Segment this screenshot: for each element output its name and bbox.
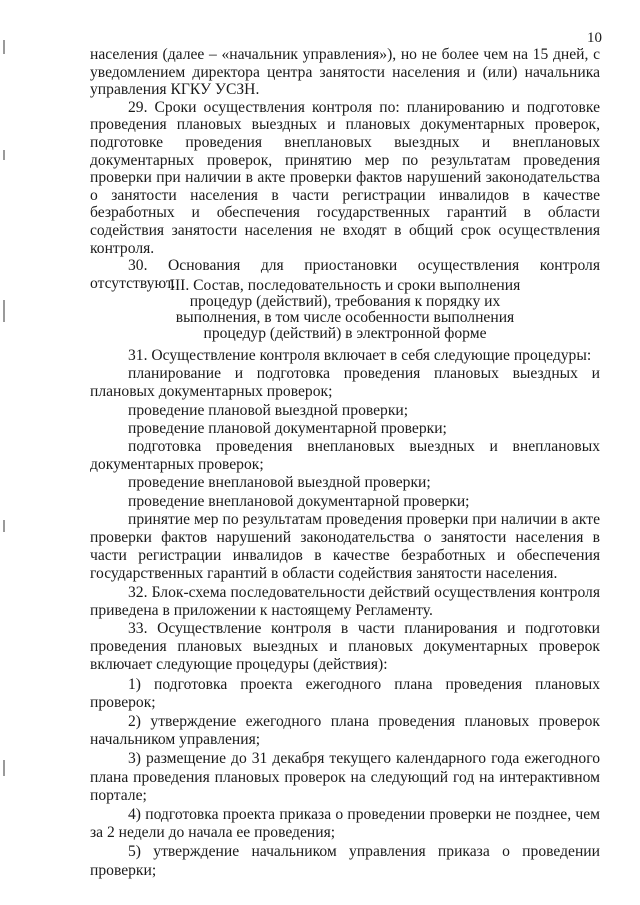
procedure-item: проведение внеплановой выездной проверки;	[128, 474, 431, 492]
procedures-section	[90, 347, 600, 880]
section-heading	[130, 278, 560, 342]
procedure-item: проведение внеплановой документарной проверки;	[128, 492, 470, 510]
heading-line: процедур (действий) в электронной форме	[203, 325, 487, 342]
scan-margin-mark	[3, 300, 5, 322]
numbered-step: 2) утверждение ежегодного плана проведения плановых проверок начальником управления;	[90, 713, 600, 749]
paragraph-31: 31. Осуществление контроля включает в себя следующие процедуры:	[128, 347, 592, 364]
scan-margin-mark	[3, 40, 5, 54]
numbered-step: 4) подготовка проекта приказа о проведении проверки не позднее, чем за 2 недели до начала ее проведения;	[90, 806, 600, 842]
paragraph-30: 30. Основания для приостановки осуществления контроля отсутствуют.	[90, 257, 600, 292]
paragraph-continuation: населения (далее – «начальник управления»), но не более чем на 15 дней, с уведомлением директора центра занятости населения и (или) начальника управления КГКУ УСЗН.	[90, 46, 600, 99]
procedure-item: принятие мер по результатам проведения проверки при наличии в акте проверки фактов нарушений законодательства о занятости населения в части регистрации инвалидов в качестве безработных и обеспечения государственных гарантий в области содействия занятости населения.	[90, 510, 600, 583]
page-number: 10	[587, 30, 602, 46]
scan-margin-mark	[3, 520, 5, 532]
paragraph-32: 32. Блок-схема последовательности действий осуществления контроля приведена в приложении к настоящему Регламенту.	[90, 583, 600, 619]
procedure-item: подготовка проведения внеплановых выездных и внеплановых документарных проверок;	[90, 438, 600, 474]
paragraph-29: 29. Сроки осуществления контроля по: планированию и подготовке проведения плановых выездных и плановых документарных проверок, подготовке проведения внеплановых выездных и внеплановых документарных проверок, принятию мер по результатам проведения проверки при наличии в акте проверки фактов нарушений законодательства о занятости населения в части регистрации инвалидов в качестве безработных и обеспечения государственных гарантий в области содействия занятости населения не входят в общий срок осуществления контроля.	[90, 98, 600, 257]
numbered-step: 1) подготовка проекта ежегодного плана проведения плановых проверок;	[90, 675, 600, 711]
numbered-step: 5) утверждение начальником управления приказа о проведении проверки;	[90, 843, 600, 879]
heading-line: выполнения, в том числе особенности выполнения	[175, 309, 515, 326]
procedure-item: проведение плановой выездной проверки;	[128, 401, 409, 419]
heading-line: процедур (действий), требования к порядку их	[189, 293, 501, 310]
paragraph-33: 33. Осуществление контроля в части планирования и подготовки проведения плановых выездных и плановых документарных проверок включает следующие процедуры (действия):	[90, 620, 600, 674]
scan-margin-mark	[3, 150, 5, 160]
heading-line: III. Состав, последовательность и сроки выполнения	[169, 277, 521, 294]
body-text-top	[90, 46, 600, 292]
scan-margin-mark	[3, 760, 5, 776]
procedure-item: проведение плановой документарной проверки;	[128, 419, 447, 437]
numbered-step: 3) размещение до 31 декабря текущего календарного года ежегодного плана проведения плановых проверок на следующий год на интерактивном портале;	[90, 750, 600, 804]
procedure-item: планирование и подготовка проведения плановых выездных и плановых документарных проверок;	[90, 365, 600, 401]
